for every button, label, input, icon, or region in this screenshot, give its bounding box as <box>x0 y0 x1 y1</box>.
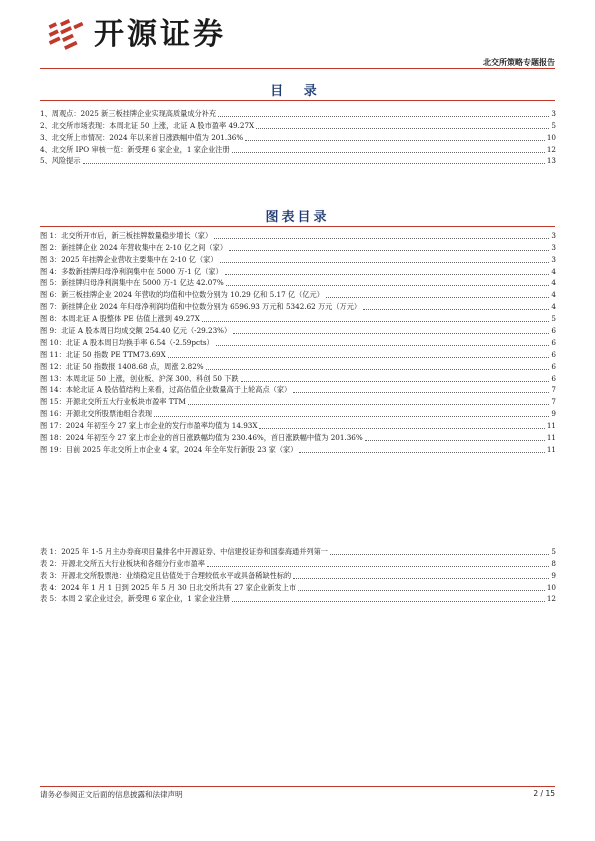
figure-entry-leader <box>233 333 549 334</box>
table-entry-leader <box>293 578 549 579</box>
toc-entry-leader <box>245 140 545 141</box>
figure-entry-leader <box>154 416 549 417</box>
figure-entry-title: 开源北交所五大行业板块市盈率 TTM <box>65 397 186 407</box>
page-number: 2 / 15 <box>533 789 555 798</box>
figure-entry-leader <box>202 321 550 322</box>
figure-entry-page: 7 <box>551 397 556 407</box>
figure-entry-leader <box>216 345 550 346</box>
figure-entry-number: 图 18： <box>40 433 66 443</box>
figure-entry-number: 图 6： <box>40 290 62 300</box>
figure-entry[interactable] <box>40 395 556 407</box>
table-entry-page: 10 <box>546 582 556 592</box>
figure-entry-leader <box>241 381 550 382</box>
toc-entry-page: 12 <box>546 144 556 154</box>
figure-entry-number: 图 9： <box>40 326 62 336</box>
figure-entry[interactable] <box>40 348 556 360</box>
figure-entry-page: 3 <box>551 242 556 252</box>
toc-entry-title: 北交所市场表现：本周北证 50 上涨，北证 A 股市盈率 49.27X <box>51 120 255 130</box>
table-entry-title: 本周 2 家企业过会，新受理 6 家企业，1 家企业注册 <box>61 594 231 604</box>
toc-entry[interactable] <box>40 155 556 167</box>
table-entry-leader <box>330 554 549 555</box>
table-entry-title: 2024 年 1 月 1 日到 2025 年 5 月 30 日北交所共有 27 家企业新发上市 <box>61 582 297 592</box>
toc-entry-title: 周观点：2025 新三板挂牌企业实现高质量成分补充 <box>51 108 217 118</box>
figure-entry-leader <box>226 285 550 286</box>
figure-entry-page: 4 <box>551 266 556 276</box>
table-entry-number: 表 5： <box>40 594 62 604</box>
figure-entry-leader <box>168 357 550 358</box>
table-entry-page: 12 <box>546 594 556 604</box>
table-entry-title: 2025 年 1-5 月主办券商项目量排名中开源证券、中信建投证券和国泰海通并列第一 <box>61 546 328 556</box>
table-entry[interactable] <box>40 593 556 605</box>
figure-entry-page: 4 <box>551 278 556 288</box>
figure-entry-title: 北证 50 指数 PE TTM73.69X <box>65 349 166 359</box>
figure-entry[interactable] <box>40 407 556 419</box>
toc-entry-number: 1、 <box>40 108 52 118</box>
figure-entry[interactable] <box>40 229 556 241</box>
toc-entry[interactable] <box>40 143 556 155</box>
toc-entry-leader <box>232 152 545 153</box>
figure-entry-leader <box>225 274 550 275</box>
table-entry-title: 开源北交所五大行业板块和各细分行业市盈率 <box>61 558 205 568</box>
figure-entry-number: 图 13： <box>40 373 66 383</box>
figure-entry-leader <box>293 392 549 393</box>
table-entry[interactable] <box>40 569 556 581</box>
figure-entry[interactable] <box>40 288 556 300</box>
toc-entry-page: 13 <box>546 156 556 166</box>
figure-entry-page: 9 <box>551 409 556 419</box>
toc-entry[interactable] <box>40 107 556 119</box>
figure-entry-title: 本轮北证 A 股估值结构上来看，过高估值企业数量高于上轮高点（家） <box>65 385 292 395</box>
table-entry-number: 表 4： <box>40 582 62 592</box>
figure-entry-title: 北证 50 指数报 1408.68 点，周涨 2.82% <box>65 361 204 371</box>
toc-entry[interactable] <box>40 131 556 143</box>
table-entry-leader <box>232 601 545 602</box>
toc-divider <box>40 100 555 101</box>
figure-entry-title: 新挂牌归母净利润集中在 5000 万-1 亿达 42.07% <box>61 278 224 288</box>
figure-entry-number: 图 3： <box>40 254 62 264</box>
figure-entry-number: 图 11： <box>40 349 66 359</box>
figure-entry[interactable] <box>40 443 556 455</box>
figure-entry-page: 6 <box>551 361 556 371</box>
table-entry-number: 表 2： <box>40 558 62 568</box>
figure-entry-title: 本周北证 A 股整体 PE 估值上涨到 49.27X <box>61 314 200 324</box>
figure-entry-page: 4 <box>551 302 556 312</box>
figure-entry-leader <box>363 309 549 310</box>
figure-entry-page: 6 <box>551 337 556 347</box>
figure-entry-page: 6 <box>551 349 556 359</box>
figure-entry-page: 6 <box>551 326 556 336</box>
table-entry[interactable] <box>40 557 556 569</box>
figure-entry-title: 目前 2025 年北交所上市企业 4 家，2024 年全年发行新股 23 家（家） <box>65 444 298 454</box>
figure-entry-leader <box>188 404 550 405</box>
figure-entry-page: 3 <box>551 230 556 240</box>
figure-entry-number: 图 1： <box>40 230 62 240</box>
toc-entry-leader <box>83 163 545 164</box>
figure-entry-title: 新三板挂牌企业 2024 年营收的均值和中位数分别为 10.29 亿和 5.17 亿（亿元） <box>61 290 324 300</box>
figure-entry-leader <box>299 452 544 453</box>
figures-list <box>40 229 556 455</box>
table-entry-number: 表 1： <box>40 546 62 556</box>
figures-title: 图表目录 <box>265 210 330 225</box>
figure-entry-number: 图 2： <box>40 242 62 252</box>
table-entry-leader <box>298 590 545 591</box>
toc-entry-page: 5 <box>551 120 556 130</box>
figure-entry-title: 新挂牌企业 2024 年营收集中在 2-10 亿之间（家） <box>61 242 228 252</box>
table-entry-number: 表 3： <box>40 570 62 580</box>
figure-entry[interactable] <box>40 312 556 324</box>
figure-entry-leader <box>365 440 545 441</box>
figure-entry[interactable] <box>40 253 556 265</box>
kaiyuan-logo-icon <box>44 18 90 52</box>
header-divider <box>40 68 555 69</box>
toc-entry-page: 3 <box>551 108 556 118</box>
figure-entry-title: 2025 年挂牌企业营收主要集中在 2-10 亿（家） <box>61 254 218 264</box>
figure-entry-page: 11 <box>546 444 556 454</box>
tables-list <box>40 545 556 604</box>
figure-entry-leader <box>229 250 549 251</box>
figure-entry-title: 北交所开市后，新三板挂牌数量稳步增长（家） <box>61 230 213 240</box>
toc-entry-number: 4、 <box>40 144 52 154</box>
figure-entry-leader <box>206 369 550 370</box>
page-header <box>0 0 595 70</box>
figure-entry[interactable] <box>40 324 556 336</box>
figure-entry-title: 2024 年初至今 27 家上市企业的首日涨跌幅均值为 230.46%，首日涨跌幅中值为 201.36% <box>65 433 363 443</box>
figure-entry-leader <box>214 238 549 239</box>
table-entry[interactable] <box>40 581 556 593</box>
report-type-label: 北交所策略专题报告 <box>483 58 555 67</box>
figure-entry-number: 图 5： <box>40 278 62 288</box>
figure-entry-number: 图 19： <box>40 444 66 454</box>
figure-entry-number: 图 16： <box>40 409 66 419</box>
figure-entry-number: 图 4： <box>40 266 62 276</box>
toc-entry-leader <box>256 128 549 129</box>
footer-disclaimer: 请务必参阅正文后面的信息披露和法律声明 <box>40 790 183 799</box>
figure-entry-page: 3 <box>551 254 556 264</box>
figure-entry-number: 图 15： <box>40 397 66 407</box>
figure-entry-page: 7 <box>551 385 556 395</box>
figure-entry-title: 本周北证 50 上涨，创业板、沪深 300、科创 50 下跌 <box>65 373 239 383</box>
figures-divider <box>40 226 555 227</box>
figure-entry-page: 11 <box>546 421 556 431</box>
toc-entry-leader <box>218 116 549 117</box>
figure-entry-page: 4 <box>551 290 556 300</box>
figure-entry-title: 多数新挂牌归母净利润集中在 5000 万-1 亿（家） <box>61 266 223 276</box>
figure-entry-title: 北证 A 股本周日均成交额 254.40 亿元（-29.23%） <box>61 326 232 336</box>
brand-name: 开源证券 <box>94 17 226 52</box>
figure-entry[interactable] <box>40 241 556 253</box>
toc-entry-number: 3、 <box>40 132 52 142</box>
figure-entry-number: 图 12： <box>40 361 66 371</box>
figure-entry-number: 图 14： <box>40 385 66 395</box>
figure-entry[interactable] <box>40 431 556 443</box>
toc-entry[interactable] <box>40 119 556 131</box>
figure-entry-leader <box>259 428 544 429</box>
toc-entry-title: 北交所上市情况：2024 年以来首日涨跌幅中值为 201.36% <box>51 132 244 142</box>
figure-entry[interactable] <box>40 360 556 372</box>
figure-entry-title: 开源北交所股票池组合表现 <box>65 409 153 419</box>
figure-entry[interactable] <box>40 265 556 277</box>
toc-entry-page: 10 <box>546 132 556 142</box>
figure-entry-title: 北证 A 股本周日均换手率 6.54（-2.59pcts） <box>65 337 214 347</box>
toc-entry-title: 风险提示 <box>51 156 81 166</box>
figure-entry[interactable] <box>40 372 556 384</box>
figure-entry-leader <box>220 262 550 263</box>
table-entry[interactable] <box>40 545 556 557</box>
figure-entry-title: 2024 年初至今 27 家上市企业的发行市盈率均值为 14.93X <box>65 421 258 431</box>
figure-entry[interactable] <box>40 336 556 348</box>
figure-entry-leader <box>326 297 550 298</box>
toc-entry-number: 5、 <box>40 156 52 166</box>
toc-title: 目 录 <box>270 84 325 99</box>
toc-list <box>40 107 556 166</box>
figure-entry[interactable] <box>40 384 556 396</box>
footer-divider <box>40 786 555 787</box>
table-entry-leader <box>207 566 549 567</box>
figure-entry[interactable] <box>40 277 556 289</box>
table-entry-title: 开源北交所股票池：业绩稳定且估值处于合理较低水平或具备稀缺性标的 <box>61 570 292 580</box>
figure-entry[interactable] <box>40 300 556 312</box>
figure-entry-number: 图 10： <box>40 337 66 347</box>
toc-entry-title: 北交所 IPO 审核一览：新受理 6 家企业，1 家企业注册 <box>51 144 230 154</box>
table-entry-page: 5 <box>551 546 556 556</box>
toc-entry-number: 2、 <box>40 120 52 130</box>
figure-entry-page: 11 <box>546 433 556 443</box>
figure-entry-number: 图 8： <box>40 314 62 324</box>
figure-entry-title: 新挂牌企业 2024 年归母净利润均值和中位数分别为 6596.93 万元和 5342.62 万元（万元） <box>61 302 362 312</box>
table-entry-page: 8 <box>551 558 556 568</box>
figure-entry-number: 图 7： <box>40 302 62 312</box>
figure-entry-number: 图 17： <box>40 421 66 431</box>
table-entry-page: 9 <box>551 570 556 580</box>
figure-entry[interactable] <box>40 419 556 431</box>
figure-entry-page: 5 <box>551 314 556 324</box>
figure-entry-page: 6 <box>551 373 556 383</box>
